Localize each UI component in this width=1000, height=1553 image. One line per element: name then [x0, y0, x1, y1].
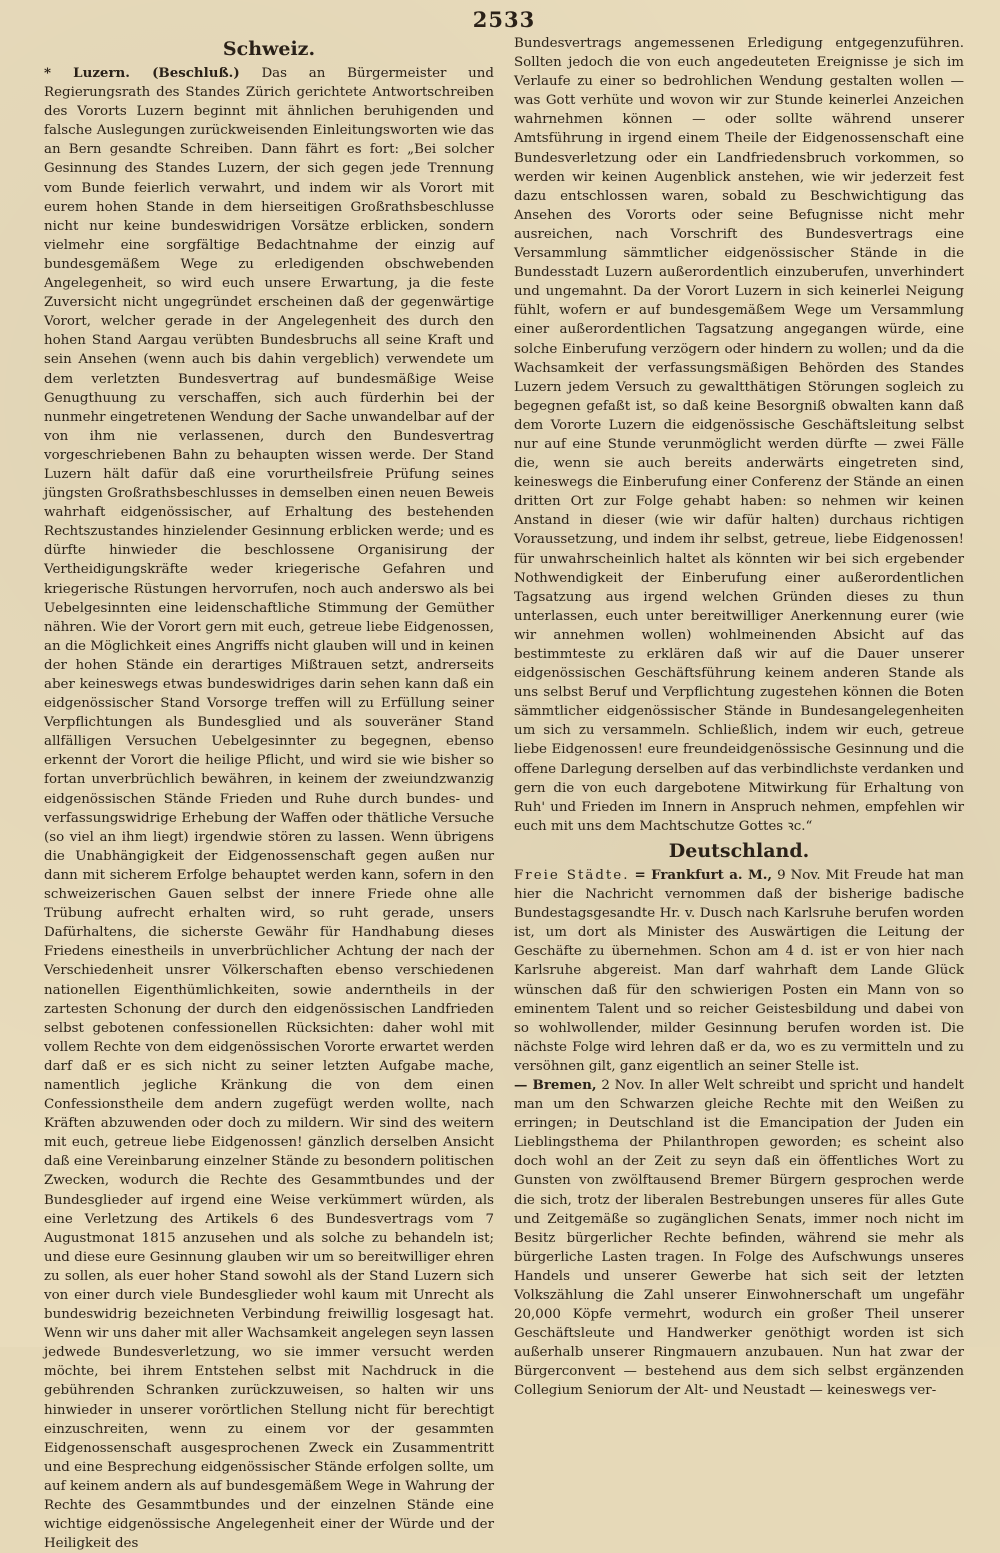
article-date-bremen: 2 Nov. — [601, 1077, 645, 1093]
section-title-schweiz: Schweiz. — [222, 38, 316, 60]
article-lead-freie-staedte: Freie Städte. — [514, 867, 630, 883]
article-date-frankfurt: 9 Nov. — [777, 867, 821, 883]
article-frankfurt — [514, 866, 964, 1076]
column-right — [514, 34, 965, 1399]
page-number: 2533 — [472, 7, 536, 32]
section-title-deutschland: Deutschland. — [668, 839, 810, 862]
article-lead-bremen: — Bremen, — [514, 1076, 597, 1093]
article-bremen — [514, 1076, 964, 1401]
article-body-frankfurt: Mit Freude hat man hier die Nachricht vernommen daß der bisherige badische Bundestagsgesandte Hr. v. Dusch nach Karlsruhe berufen worden ist, um dort als Minister des Auswärtigen die Leitung der Geschäfte zu übernehmen. Schon am 4 d. ist er von hier nach Karlsruhe abgereist. Man darf wahrhaft dem Lande Glück wünschen daß für den schwierigen Posten ein Mann von so eminentem Talent und so reicher Geistesbildung und dabei von so wohlwollender, milder Gesinnung berufen worden ist. Die nächste Folge wird lehren daß er da, wo es zu vermitteln und zu versöhnen gilt, ganz eigentlich an seiner Stelle ist. — [514, 867, 964, 1074]
article-luzern — [44, 64, 494, 1553]
article-luzern-continued: Bundesvertrags angemessenen Erledigung entgegenzuführen. Sollten jedoch die von euch angedeuteten Ereignisse je sich im Verlaufe zu einer so bedrohlichen Wendung gestalten wollen — was Gott verhüte und wovon wir zur Stunde keinerlei Anzeichen wahrnehmen können — oder sollte während unserer Amtsführung in irgend einem Theile der Eidgenossenschaft eine Bundesverletzung oder ein Landfriedensbruch vorkommen, so werden wir keinen Augenblick anstehen, wie wir jederzeit fest dazu entschlossen waren, sobald zu Beschwichtigung das Ansehen des Vororts oder seine Befugnisse nicht mehr ausreichen, nach Vorschrift des Bundesvertrags eine Versammlung sämmtlicher eidgenössischer Stände in die Bundesstadt Luzern außerordentlich einzuberufen, unverhindert und ungemahnt. Da der Vorort Luzern in sich keinerlei Neigung fühlt, wofern er auf bundesgemäßem Wege um Versammlung einer außerordentlichen Tagsatzung angegangen würde, eine solche Einberufung verzögern oder hindern zu wollen; und da die Wachsamkeit der verfassungsmäßigen Behörden des Standes Luzern jedem Versuch zu gewaltthätigen Störungen sogleich zu begegnen gefaßt ist, so daß keine Besorgniß obwalten kann daß dem Vororte Luzern die eidgenössische Geschäftsleitung selbst nur auf eine Stunde verunmöglicht werden dürfte — zwei Fälle die, wenn sie auch bereits anderwärts eingetreten sind, keineswegs die Einberufung einer Conferenz der Stände an einen dritten Ort zur Folge gehabt haben: so nehmen wir keinen Anstand in dieser (wie wir dafür halten) durchaus richtigen Voraussetzung, und indem ihr selbst, getreue, liebe Eidgenossen! für unwahrscheinlich haltet als könnten wir bei sich ergebender Nothwendigkeit der Einberufung einer außerordentlichen Tagsatzung aus irgend welchen Gründen dieses zu thun unterlassen, euch unter bereitwilliger Anerkennung eurer (wie wir annehmen wollen) wohlmeinenden Absicht auf das bestimmteste zu erklären daß wir auf die Dauer unserer eidgenössischen Geschäftsführung keinem anderen Stande als uns selbst Beruf und Verpflichtung zugestehen können die Boten sämmtlicher eidgenössischer Stände in Bundesangelegenheiten um sich zu versammeln. Schließlich, indem wir euch, getreue liebe Eidgenossen! eure freundeidgenössische Gesinnung und die offene Darlegung derselben auf das verbindlichste verdanken und gern die von euch dargebotene Mitwirkung für Erhaltung von Ruh' und Frieden im Innern in Anspruch nehmen, empfehlen wir euch mit uns dem Machtschutze Gottes ꝛc.“ — [514, 36, 965, 834]
article-lead-luzern: * Luzern. (Beschluß.) — [44, 65, 240, 81]
article-body-bremen: In aller Welt schreibt und spricht und handelt man um den Schwarzen gleiche Rechte mit den Weißen zu erringen; in Deutschland ist die Emancipation der Juden ein Lieblingsthema der Philanthropen geworden; es scheint also doch wohl an der Zeit zu seyn daß ein öffentliches Wort zu Gunsten von zwölftausend Bremer Bürgern gesprochen werde die sich, trotz der liberalen Bestrebungen unseres für alles Gute und Zeitgemäße so zugänglichen Senats, immer noch nicht im Besitz bürgerlicher Rechte befinden, während sie mehr als bürgerliche Lasten tragen. In Folge des Aufschwungs unseres Handels und unserer Gewerbe hat sich seit der letzten Volkszählung die Zahl unserer Einwohnerschaft um ungefähr 20,000 Köpfe vermehrt, wodurch ein großer Theil unserer Geschäftsleute und Handwerker genöthigt worden ist sich außerhalb unserer Ringmauern anzubauen. Nun hat zwar der Bürgerconvent — bestehend aus dem sich selbst ergänzenden Collegium Seniorum der Alt- und Neustadt — keineswegs ver- — [514, 1077, 964, 1399]
article-body-luzern: Das an Bürgermeister und Regierungsrath des Standes Zürich gerichtete Antwortschreiben des Vororts Luzern beginnt mit ähnlichen beruhigenden und falsche Auslegungen zurückweisenden Einleitungsworten wie das an Bern gesandte Schreiben. Dann fährt es fort: „Bei solcher Gesinnung des Standes Luzern, der sich gegen jede Trennung vom Bunde feierlich verwahrt, und indem wir als Vorort mit eurem hohen Stande in dem hierseitigen Großrathsbeschlusse nicht nur keine bundeswidrigen Vorsätze erblicken, sondern vielmehr eine sorgfältige Bedachtnahme der einzig auf bundesgemäßem Wege zu erledigenden obschwebenden Angelegenheit, so wird euch unsere Erwartung, ja die feste Zuversicht nicht ungegründet erscheinen daß der gegenwärtige Vorort, welcher gerade in der Angelegenheit des durch den hohen Stand Aargau verübten Bundesbruchs all seine Kraft und sein Ansehen (wenn auch bis dahin vergeblich) verwendete um dem verletzten Bundesvertrag auf bundesmäßige Weise Genugthuung zu verschaffen, sich auch fürderhin bei der nunmehr eingetretenen Wendung der Sache unwandelbar auf der von ihm nie verlassenen, durch den Bundesvertrag vorgeschriebenen Bahn zu behaupten wissen werde. Der Stand Luzern hält dafür daß eine vorurtheilsfreie Prüfung seines jüngsten Großrathsbeschlusses in demselben einen neuen Beweis wahrhaft eidgenössischer, auf Erhaltung des bestehenden Rechtszustandes hinzielender Gesinnung erblicken werde; und es dürfte hinwieder die beschlossene Organisirung der Vertheidigungskräfte weder kriegerische Gefahren und kriegerische Rüstungen hervorrufen, noch auch anderswo als bei Uebelgesinnten eine leidenschaftliche Stimmung der Gemüther nähren. Wie der Vorort gern mit euch, getreue liebe Eidgenossen, an die Möglichkeit eines Angriffs nicht glauben will und in keinen der hohen Stände ein derartiges Mißtrauen setzt, andrerseits aber keineswegs etwas bundeswidriges darin sehen kann daß ein eidgenössischer Stand Vorsorge treffen will zu Erfüllung seiner Verpflichtungen als Bundesglied und als souveräner Stand allfälligen Versuchen Uebelgesinnter zu begegnen, ebenso erkennt der Vorort die heilige Pflicht, und wird sie wie bisher so fortan unverbrüchlich bewähren, in keinem der zweiundzwanzig eidgenössischen Stände Frieden und Ruhe durch bundes- und verfassungswidrige Erhebung der Waffen oder thätliche Versuche (so viel an ihm liegt) irgendwie stören zu lassen. Wenn übrigens die Unabhängigkeit der Eidgenossenschaft gegen außen nur dann mit sicherem Erfolge behauptet werden kann, sofern in den schweizerischen Gauen selbst der innere Friede ohne alle Trübung aufrecht erhalten wird, so ruht gerade, unsers Dafürhaltens, die sicherste Gewähr für Handhabung dieses Friedens einestheils in unverbrüchlicher Achtung der nach der Verschiedenheit unsrer Völkerschaften ebenso verschiedenen nationellen Eigenthümlichkeiten, sowie anderntheils in der zartesten Schonung der durch den eidgenössischen Landfrieden selbst gebotenen confessionellen Rücksichten: daher wohl mit vollem Rechte von dem eidgenössischen Vororte erwartet werden darf daß er es sich nicht zu seiner letzten Aufgabe mache, namentlich jegliche Kränkung die von dem einen Confessionstheile dem andern zugefügt werden wollte, nach Kräften abzuwenden oder doch zu mildern. Wir sind des weitern mit euch, getreue liebe Eidgenossen! gänzlich derselben Ansicht daß eine Vereinbarung einzelner Stände zu besondern politischen Zwecken, wodurch die Rechte des Gesammtbundes und der Bundesglieder auf irgend eine Weise verkümmert würden, als eine Verletzung des Artikels 6 des Bundesvertrags vom 7 Augustmonat 1815 anzusehen und als solche zu behandeln ist; und diese eure Gesinnung glauben wir um so bereitwilliger ehren zu sollen, als euer hoher Stand sowohl als der Stand Luzern sich von einer durch viele Bundesglieder wohl kaum mit Unrecht als bundeswidrig bezeichneten Verbindung freiwillig losgesagt hat. Wenn wir uns daher mit aller Wachsamkeit angelegen seyn lassen jedwede Bundesverletzung, wo sie immer versucht werden möchte, bei ihrem Entstehen selbst mit Nachdruck in die gebührenden Schranken zurückzuweisen, so halten wir uns hinwieder in unserer vorörtlichen Stellung nicht für berechtigt einzuschreiten, wenn zu einem vor der gesammten Eidgenossenschaft ausgesprochenen Zweck ein Zusammentritt und eine Besprechung eidgenössischer Stände erfolgen sollte, um auf keinem andern als auf bundesgemäßem Wege in Wahrung der Rechte des Gesammtbundes und der einzelnen Stände eine wichtige eidgenössische Angelegenheit einer der Würde und der Heiligkeit des — [44, 66, 494, 1552]
article-lead-frankfurt: = Frankfurt a. M., — [634, 866, 773, 883]
column-left — [44, 34, 494, 1552]
columns — [44, 34, 965, 1552]
